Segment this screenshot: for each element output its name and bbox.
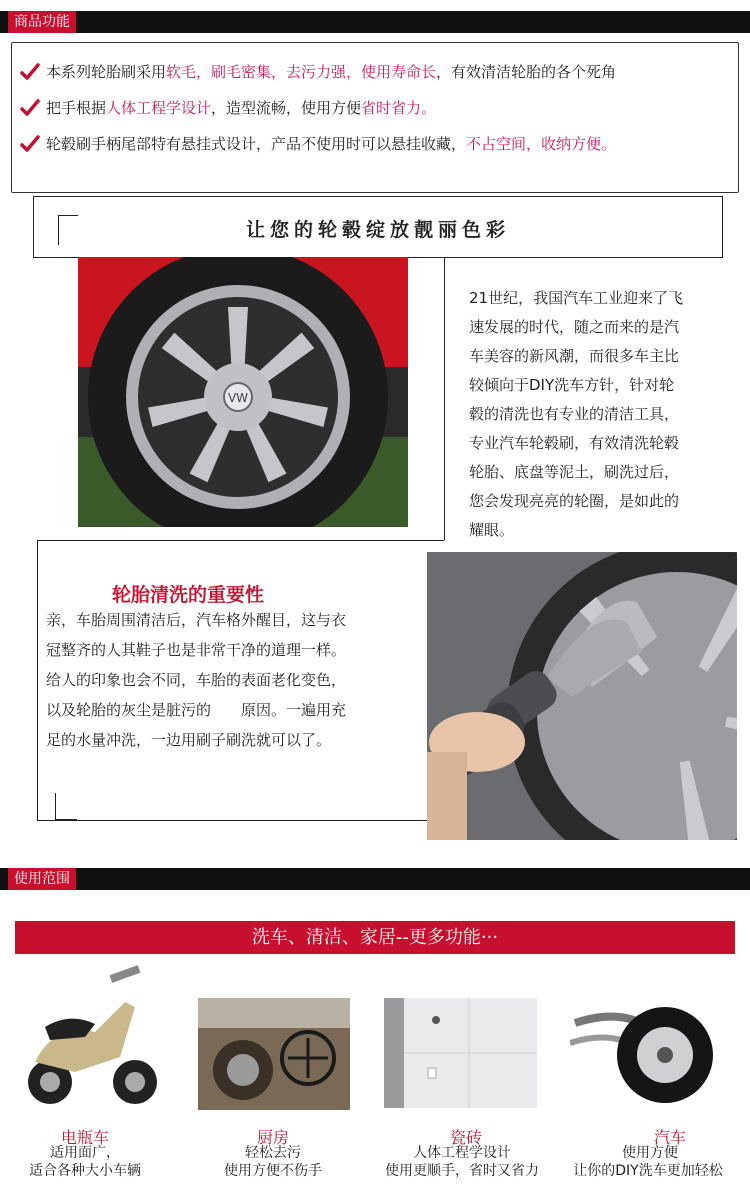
usage-section-tag: 使用范围 [8,868,76,890]
feature-2-text-a: 把手根据 [46,99,107,117]
story-line: 21世纪，我国汽车工业迎来了飞 [469,289,684,307]
importance-line: 亲，车胎周围清洁后，汽车格外醒目，这与衣 [46,611,347,629]
page-title: 让您的轮毂绽放靓丽色彩 [245,219,510,241]
use-title-kitchen: 厨房 [256,1128,289,1147]
check-icon [20,134,40,154]
use-desc-tile-1: 人体工程学设计 [413,1145,511,1161]
feature-1-text-c: ，有效清洁轮胎的各个死角 [436,63,617,81]
feature-2-text-c: ，造型流畅，使用方便 [211,99,362,117]
use-desc-kitchen-1: 轻松去污 [245,1145,301,1161]
feature-2-text-d: 省时省力。 [361,99,437,117]
feature-1-text-a: 本系列轮胎刷采用 [46,63,167,81]
feature-row-3 [20,133,616,154]
importance-line: 足的水量冲洗，一边用刷子刷洗就可以了。 [46,731,332,749]
importance-frame-top [37,540,444,541]
frame-corner [58,215,78,245]
check-icon [20,62,40,82]
tire-image [570,998,720,1110]
story-line: 车美容的新风潮，而很多车主比 [469,347,680,365]
feature-row-2 [20,97,436,118]
feature-row-1 [20,61,616,82]
use-title-scooter: 电瓶车 [60,1128,109,1147]
story-line: 您会发现亮亮的轮圈，是如此的 [469,492,680,510]
story-line: 轮胎、底盘等泥土，刷洗过后， [469,463,680,481]
feature-3-text-b: 不占空间，收纳方便。 [466,135,617,153]
feature-1-text-b: 软毛，刷毛密集，去污力强，使用寿命长 [166,63,437,81]
features-box [11,42,739,193]
importance-paragraph [46,605,426,755]
title-frame [33,196,723,258]
more-functions-banner: 洗车、清洁、家居--更多功能··· [15,921,735,954]
story-line: 专业汽车轮毂刷，有效清洗轮毂 [469,434,680,452]
kitchen-image [198,998,350,1110]
use-desc-scooter-2: 适合各种大小车辆 [29,1163,141,1179]
importance-line: 冠整齐的人其鞋子也是非常干净的道理一样。 [46,641,347,659]
feature-2-text-b: 人体工程学设计 [106,99,212,117]
story-paragraph [469,284,714,545]
use-title-car: 汽车 [653,1128,686,1147]
importance-line: 给人的印象也会不同，车胎的表面老化变色， [46,671,347,689]
wheel-photo [78,257,408,527]
story-line: 较倾向于DIY洗车方针，针对轮 [469,376,675,394]
use-desc-scooter-1: 适用面广， [50,1145,120,1161]
frame-corner [55,793,77,820]
story-line: 毂的清洗也有专业的清洁工具， [469,405,680,423]
svg-text:VW: VW [227,391,249,405]
features-section-bar [0,11,750,33]
brush-photo [427,552,737,840]
tile-image [384,998,537,1108]
importance-frame-bottom [37,820,427,821]
use-title-tile: 瓷砖 [449,1128,482,1147]
story-line: 速发展的时代，随之而来的是汽 [469,318,680,336]
importance-heading: 轮胎清洗的重要性 [112,584,265,606]
features-section-tag: 商品功能 [8,11,76,33]
importance-line: 以及轮胎的灰尘是脏污的 原因。一遍用充 [46,701,347,719]
use-desc-car-2: 让你的DIY洗车更加轻松 [573,1163,723,1179]
importance-frame-left [37,540,38,820]
use-desc-kitchen-2: 使用方便不伤手 [224,1163,322,1179]
use-desc-car-1: 使用方便 [622,1145,678,1161]
usage-section-bar [0,868,750,890]
feature-3-text-a: 轮毂刷手柄尾部特有悬挂式设计，产品不使用时可以悬挂收藏， [46,135,467,153]
frame-divider [444,258,445,540]
check-icon [20,98,40,118]
scooter-image [15,962,165,1117]
use-desc-tile-2: 使用更顺手，省时又省力 [385,1163,539,1179]
story-line: 耀眼。 [469,521,515,539]
